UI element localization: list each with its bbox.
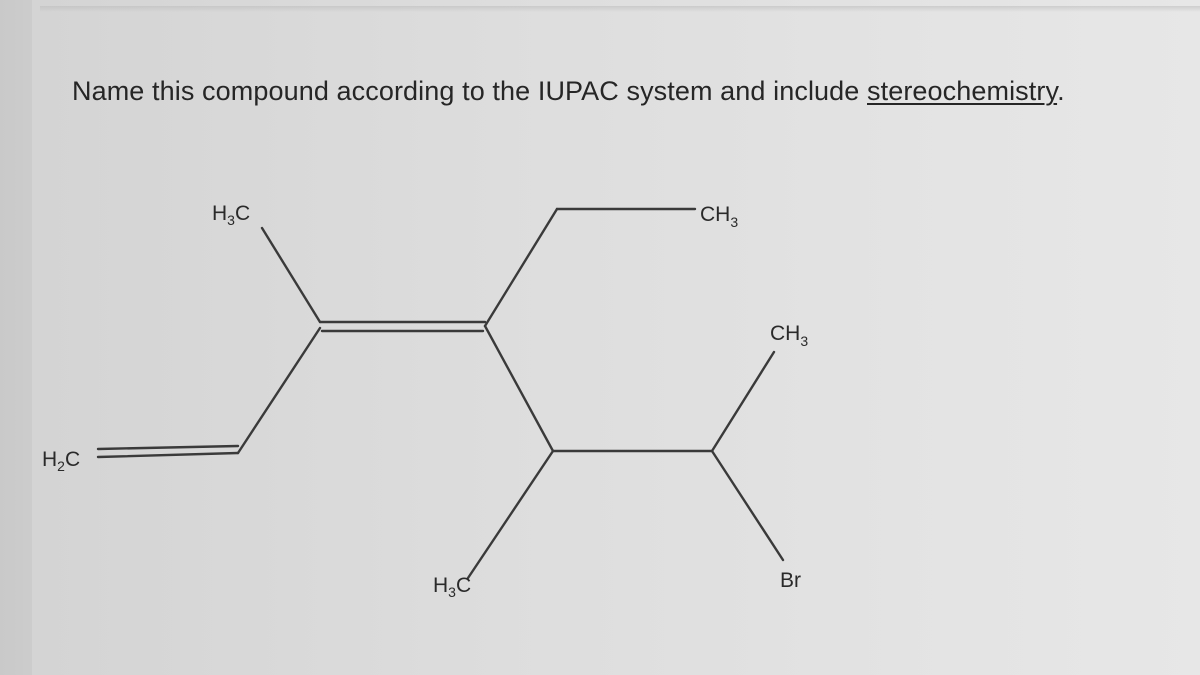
bond-c5-to-h3c-bottom: [468, 451, 553, 578]
label-ch3-right: [770, 322, 808, 349]
label-h2c-left: [42, 448, 80, 474]
label-ch3-right-ch: CH: [770, 322, 801, 345]
bond-c4-to-ch2-up: [485, 209, 557, 326]
bond-c2-c1-double-a: [98, 446, 238, 449]
label-ch3-top: [700, 203, 738, 230]
label-h3c-bottom-sub: 3: [448, 584, 456, 600]
label-h3c-top-c: C: [234, 202, 251, 225]
bond-h3c-to-c3: [262, 228, 320, 322]
label-h3c-top-sub: 3: [227, 212, 235, 228]
label-ch3-top-sub: 3: [730, 214, 739, 230]
stereochemistry-link[interactable]: stereochemistry: [867, 76, 1058, 106]
label-h3c-bottom-c: C: [455, 574, 472, 597]
bond-c4-to-c5: [485, 326, 553, 451]
question-prompt: Name this compound according to the IUPAC system and include: [72, 76, 867, 106]
bond-c2-c1-double-b: [98, 453, 238, 457]
label-h3c-bottom-h: H: [433, 574, 449, 597]
bond-c6-to-ch3-right: [712, 352, 774, 451]
label-h3c-top-h: H: [212, 202, 228, 225]
label-h2c-left-c: C: [64, 448, 81, 471]
label-h3c-top: [212, 202, 250, 228]
label-h3c-bottom: [433, 574, 471, 600]
label-br: Br: [780, 569, 801, 592]
label-h2c-left-sub: 2: [57, 458, 65, 474]
label-h2c-left-h: H: [42, 448, 58, 471]
label-ch3-right-sub: 3: [800, 333, 809, 349]
bond-c6-to-br: [712, 451, 783, 560]
label-ch3-top-ch: CH: [700, 203, 731, 226]
bond-c3-to-c2: [238, 328, 320, 453]
question-period: .: [1057, 76, 1065, 106]
